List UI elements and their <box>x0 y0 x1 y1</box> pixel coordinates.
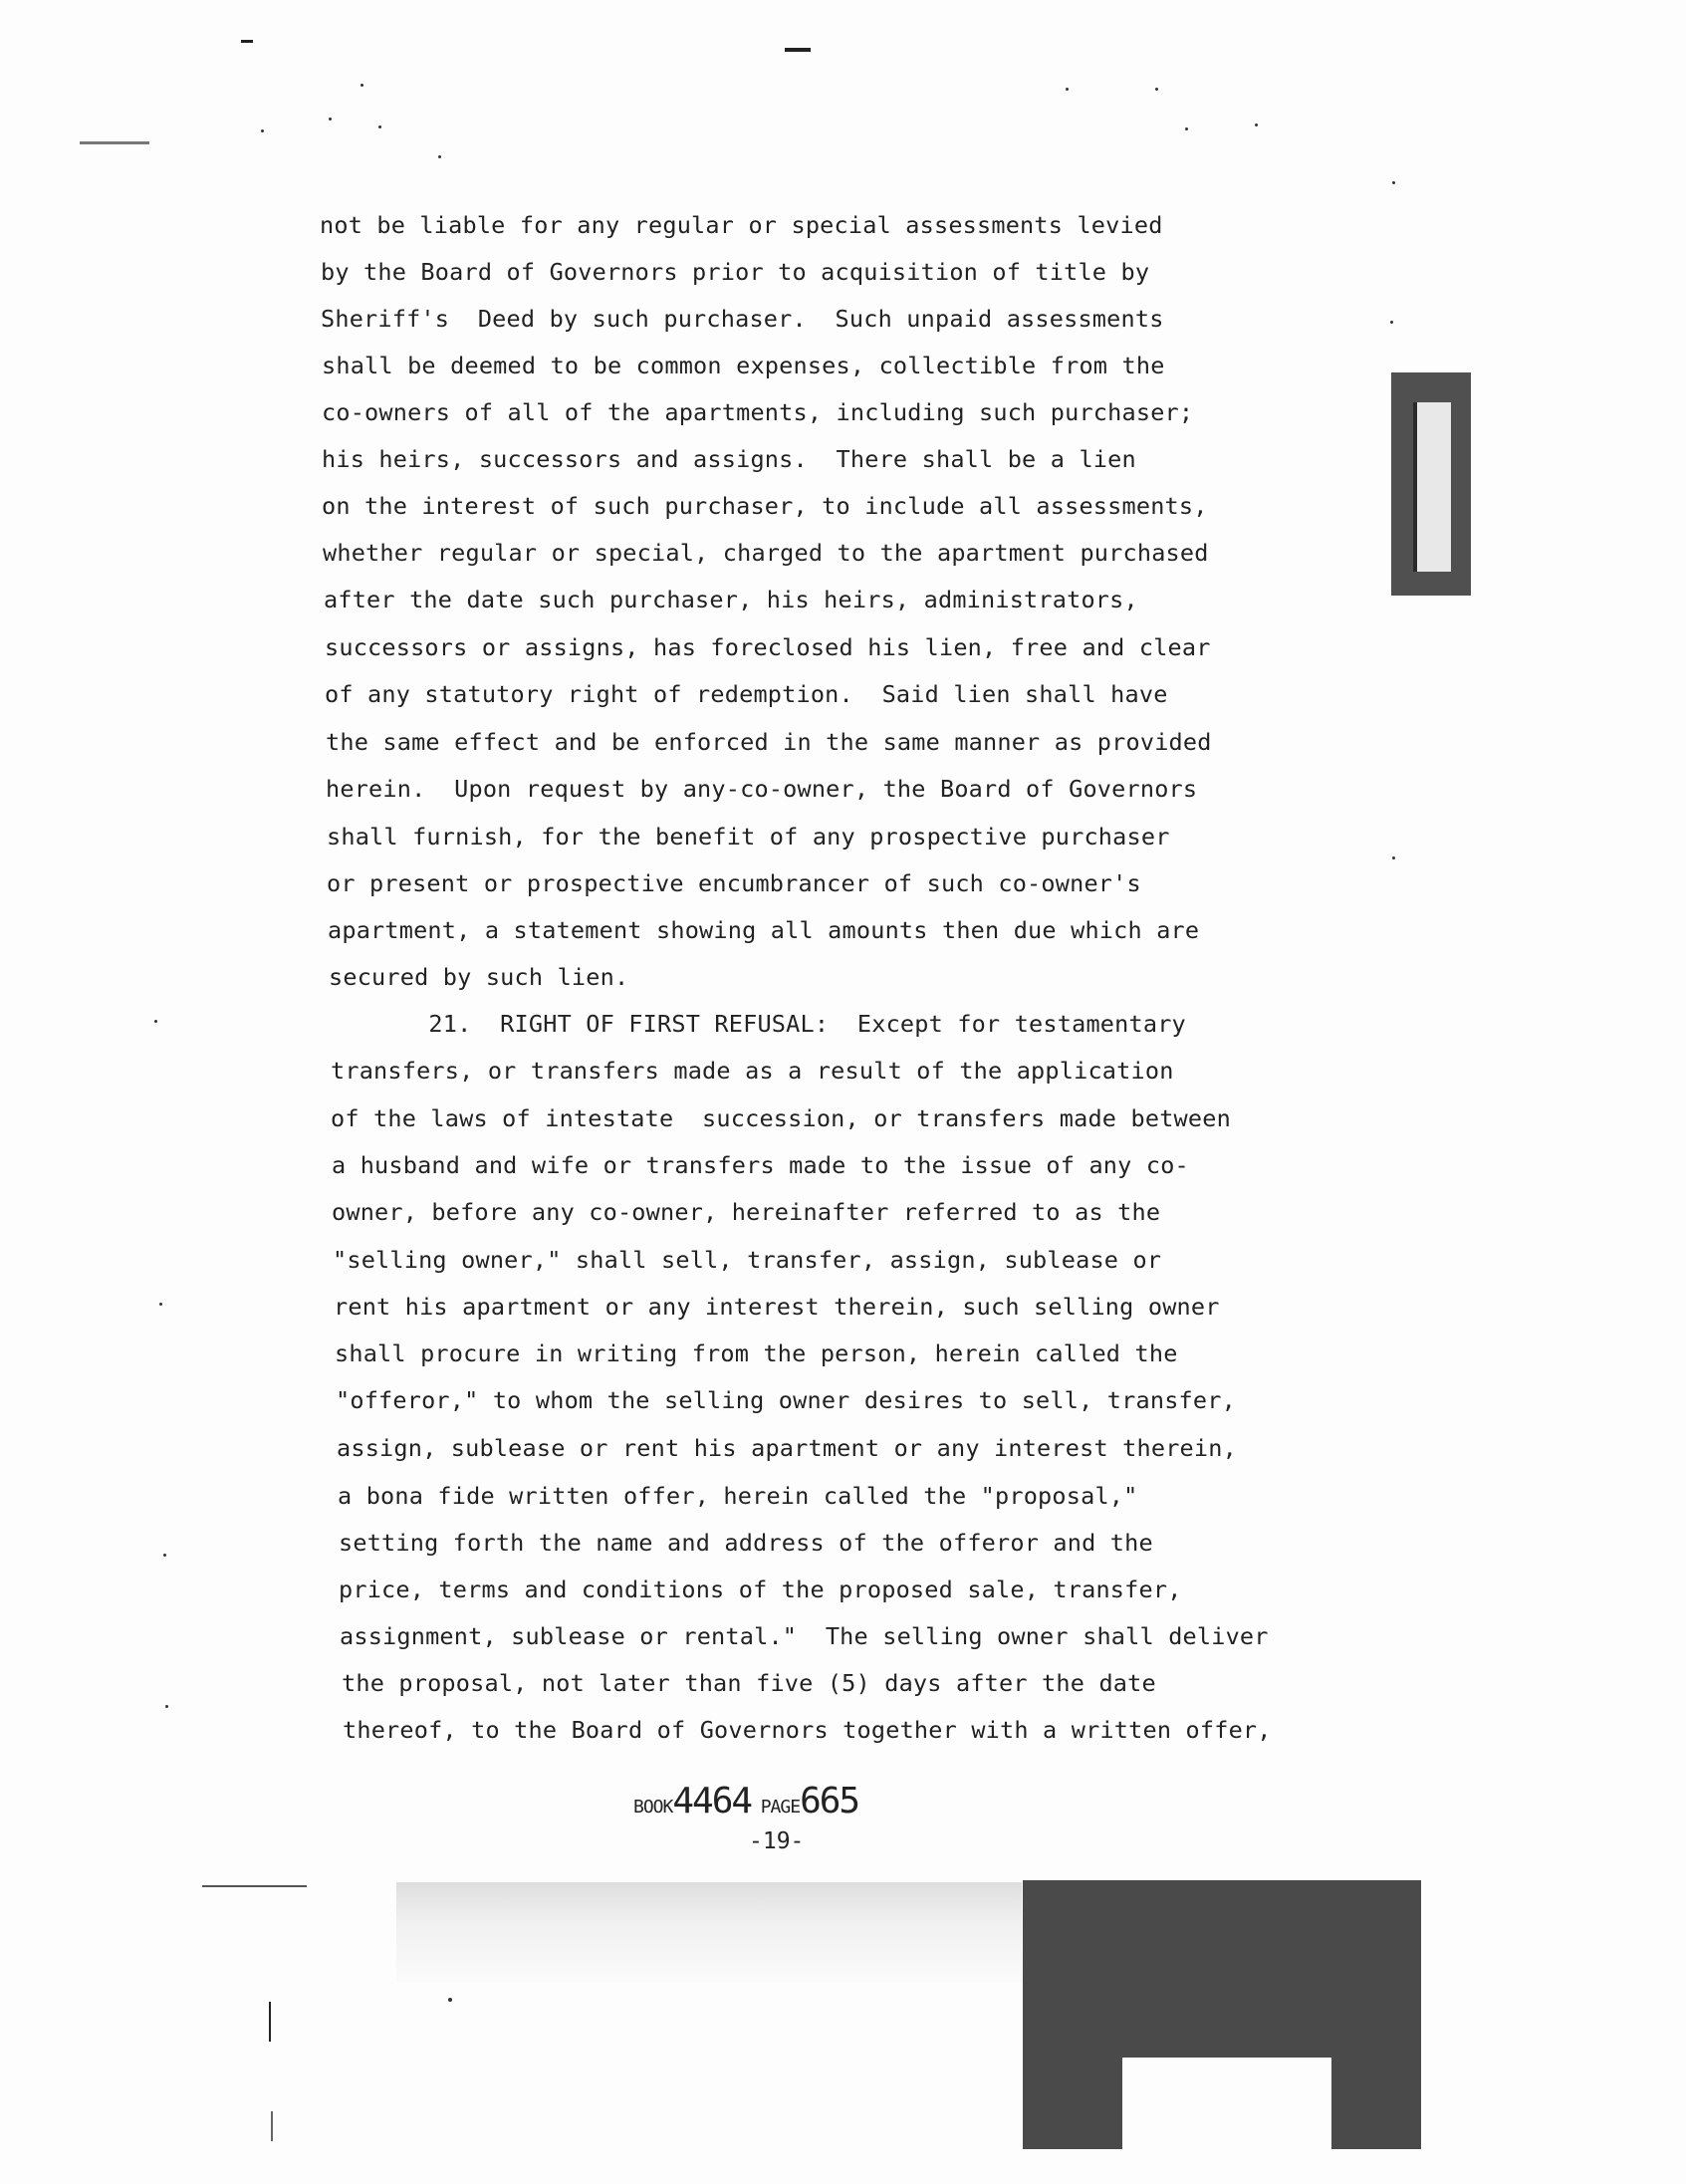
text-line: assignment, sublease or rental." The selling owner shall deliver <box>340 1622 1269 1650</box>
scan-speck <box>1392 856 1395 859</box>
scan-smudge <box>396 1882 1022 1982</box>
text-line: the proposal, not later than five (5) days after the date <box>342 1669 1156 1697</box>
text-line: co-owners of all of the apartments, including such purchaser; <box>322 398 1194 426</box>
text-line: a bona fide written offer, herein called the "proposal," <box>338 1482 1138 1510</box>
text-line: whether regular or special, charged to the apartment purchased <box>323 539 1209 567</box>
text-line: owner, before any co-owner, hereinafter referred to as the <box>332 1198 1161 1226</box>
scan-mark <box>80 141 149 144</box>
scan-speck <box>329 118 332 121</box>
scan-margin-block-inner <box>1413 402 1451 572</box>
text-line: shall procure in writing from the person, herein called the <box>335 1339 1178 1367</box>
text-line: successors or assigns, has foreclosed his lien, free and clear <box>325 633 1211 661</box>
scan-speck <box>154 1020 157 1023</box>
scan-speck <box>1155 88 1158 91</box>
scan-speck <box>448 1998 452 2002</box>
scan-speck <box>159 1303 162 1306</box>
footer-rule <box>202 1885 307 1887</box>
scan-speck <box>1390 321 1393 324</box>
scan-speck <box>165 1705 168 1708</box>
text-line: assign, sublease or rent his apartment or any interest therein, <box>337 1434 1237 1462</box>
text-line: the same effect and be enforced in the same manner as provided <box>326 728 1212 756</box>
page-number-stamp: 665 <box>800 1781 859 1821</box>
text-line: by the Board of Governors prior to acquisition of title by <box>321 258 1150 286</box>
book-label: BOOK <box>633 1797 673 1818</box>
text-line: setting forth the name and address of the offeror and the <box>339 1529 1153 1557</box>
text-line: or present or prospective encumbrancer of such co-owner's <box>327 869 1141 897</box>
text-line: of any statutory right of redemption. Said lien shall have <box>325 680 1168 708</box>
text-line: price, terms and conditions of the proposed sale, transfer, <box>339 1576 1182 1603</box>
text-line: apartment, a statement showing all amounts then due which are <box>328 916 1200 944</box>
scan-speck <box>1255 123 1258 126</box>
scan-speck <box>1392 181 1395 184</box>
book-page-stamp <box>633 1781 858 1821</box>
text-line: his heirs, successors and assigns. There shall be a lien <box>322 445 1136 473</box>
scan-margin-block <box>1391 372 1471 596</box>
text-line: rent his apartment or any interest therein, such selling owner <box>334 1293 1220 1321</box>
text-line: after the date such purchaser, his heirs, administrators, <box>324 586 1138 613</box>
text-line: secured by such lien. <box>329 963 629 991</box>
text-line: transfers, or transfers made as a result of the application <box>331 1057 1174 1085</box>
text-line: of the laws of intestate succession, or transfers made between <box>331 1104 1231 1132</box>
scan-mark <box>271 2111 273 2141</box>
scan-mark <box>785 48 811 52</box>
text-line: "selling owner," shall sell, transfer, assign, sublease or <box>333 1246 1162 1274</box>
text-line: on the interest of such purchaser, to include all assessments, <box>322 492 1208 520</box>
scan-speck <box>1066 88 1069 91</box>
page-label: PAGE <box>760 1797 801 1818</box>
scan-speck <box>163 1554 166 1557</box>
text-line: thereof, to the Board of Governors together with a written offer, <box>343 1716 1272 1744</box>
scan-speck <box>1185 127 1188 130</box>
text-line: not be liable for any regular or special assessments levied <box>320 211 1163 239</box>
text-line: a husband and wife or transfers made to the issue of any co- <box>332 1151 1189 1179</box>
scan-dark-region <box>1023 1880 1421 2149</box>
page-number: -19- <box>749 1828 805 1854</box>
scan-speck <box>361 84 363 87</box>
scan-speck <box>438 155 441 158</box>
scan-dark-region-notch <box>1122 2058 1331 2149</box>
text-line: shall be deemed to be common expenses, collectible from the <box>322 352 1165 379</box>
scan-speck <box>261 129 264 132</box>
book-number: 4464 <box>672 1781 752 1821</box>
text-line: Sheriff's Deed by such purchaser. Such unpaid assessments <box>321 305 1164 333</box>
text-line: herein. Upon request by any-co-owner, the Board of Governors <box>326 775 1198 803</box>
text-line: shall furnish, for the benefit of any prospective purchaser <box>327 823 1170 850</box>
text-line: "offeror," to whom the selling owner desires to sell, transfer, <box>336 1386 1236 1414</box>
section-heading-line: 21. RIGHT OF FIRST REFUSAL: Except for testamentary <box>329 1010 1186 1038</box>
scan-mark <box>269 2002 271 2042</box>
scan-mark <box>241 40 253 43</box>
scan-speck <box>378 125 381 128</box>
